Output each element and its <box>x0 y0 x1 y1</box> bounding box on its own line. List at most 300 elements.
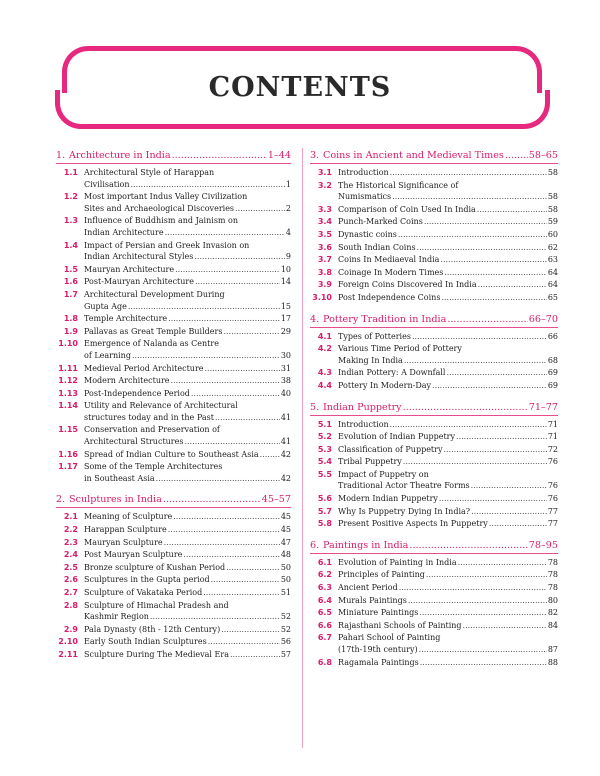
entry-last-line <box>84 388 291 400</box>
entry-body <box>84 338 291 361</box>
entry-number: 6.2 <box>317 570 332 580</box>
toc-entry[interactable] <box>56 388 291 400</box>
entry-last-line <box>338 456 558 468</box>
entry-page: 56 <box>280 637 291 647</box>
entry-number: 1.15 <box>58 425 78 435</box>
toc-entry[interactable] <box>310 380 558 392</box>
toc-entry[interactable] <box>56 264 291 276</box>
entry-last-line <box>84 326 291 338</box>
dot-leader <box>132 350 280 362</box>
entry-page: 40 <box>280 388 291 398</box>
toc-entry[interactable] <box>310 204 558 216</box>
entry-body <box>338 167 558 179</box>
dot-leader <box>156 473 280 485</box>
entry-title-line: Influence of Buddhism and Jainism on <box>84 216 239 226</box>
entry-last-line <box>338 506 558 518</box>
entry-page: 71 <box>547 432 558 442</box>
entry-number: 1.16 <box>58 449 78 459</box>
toc-entry[interactable] <box>310 469 558 492</box>
entry-page: 64 <box>547 267 558 277</box>
entry-title-line: Ragamala Paintings <box>338 657 419 667</box>
dot-leader <box>505 150 528 161</box>
dot-leader <box>426 569 547 581</box>
entry-body <box>84 363 291 375</box>
toc-entry[interactable] <box>310 167 558 179</box>
dot-leader <box>408 595 547 607</box>
dot-leader <box>456 431 547 443</box>
section-heading[interactable] <box>310 150 558 164</box>
section-pages: 66–70 <box>528 313 558 325</box>
entry-page: 50 <box>280 562 291 572</box>
toc-entry[interactable] <box>56 326 291 338</box>
entry-page: 58 <box>547 204 558 214</box>
entry-title-line: Modern Architecture <box>84 376 170 386</box>
entry-page: 41 <box>280 437 291 447</box>
entry-page: 76 <box>547 481 558 491</box>
entry-title-line: Post-Mauryan Architecture <box>84 277 194 287</box>
toc-entry[interactable] <box>310 620 558 632</box>
entry-number: 3.7 <box>317 255 332 265</box>
section-heading[interactable] <box>56 150 291 164</box>
entry-body <box>84 587 291 599</box>
entry-page: 10 <box>280 264 291 274</box>
entry-title-line: Meaning of Sculpture <box>84 512 173 522</box>
entry-number: 1.4 <box>63 240 78 250</box>
entry-title-line: Some of the Temple Architectures <box>84 462 223 472</box>
entry-title-line: Types of Potteries <box>338 331 411 341</box>
entry-number: 2.6 <box>63 575 78 585</box>
entry-body <box>338 595 558 607</box>
entry-page: 58 <box>547 192 558 202</box>
entry-number: 2.3 <box>63 537 78 547</box>
toc-entry[interactable] <box>56 338 291 361</box>
dot-leader <box>194 251 285 263</box>
entry-title-line: Introduction <box>338 419 389 429</box>
entry-title-line: Rajasthani Schools of Painting <box>338 620 462 630</box>
entry-number: 5.8 <box>317 519 332 529</box>
entry-number: 1.17 <box>58 462 78 472</box>
entry-body <box>338 582 558 594</box>
dot-leader <box>191 388 280 400</box>
entry-page: 72 <box>547 444 558 454</box>
entry-title-line: Present Positive Aspects In Puppetry <box>338 519 488 529</box>
entry-title-line: Mauryan Sculpture <box>84 537 163 547</box>
entry-body <box>338 254 558 266</box>
entry-body <box>338 518 558 530</box>
toc-entry[interactable] <box>310 456 558 468</box>
entry-number: 6.8 <box>317 657 332 667</box>
entry-last-line <box>84 436 291 448</box>
entry-page: 63 <box>547 255 558 265</box>
entry-title-line: Evolution of Indian Puppetry <box>338 432 456 442</box>
entry-last-line <box>338 331 558 343</box>
entry-title-line: Early South Indian Sculptures <box>84 637 207 647</box>
section-title: Indian Puppetry <box>323 401 402 413</box>
entry-last-line <box>338 480 558 492</box>
entry-title-line: Indian Pottery: A Downfall <box>338 368 446 378</box>
toc-right-column <box>310 150 558 678</box>
dot-leader <box>458 557 547 569</box>
entry-page: 78 <box>547 570 558 580</box>
toc-entry[interactable] <box>310 254 558 266</box>
toc-section <box>56 150 291 484</box>
dot-leader <box>226 562 280 574</box>
entry-body <box>338 506 558 518</box>
toc-entry[interactable] <box>310 229 558 241</box>
section-heading[interactable] <box>310 314 558 328</box>
toc-entry[interactable] <box>56 191 291 214</box>
entry-last-line <box>338 557 558 569</box>
entry-title-line: Murals Paintings <box>338 595 407 605</box>
entry-body <box>84 624 291 636</box>
section-entries <box>56 511 291 660</box>
entry-title-line: Harappan Sculpture <box>84 525 167 535</box>
entry-page: 62 <box>547 242 558 252</box>
entry-number: 2.9 <box>63 624 78 634</box>
dot-leader <box>392 191 547 203</box>
entry-body <box>84 276 291 288</box>
toc-entry[interactable] <box>310 267 558 279</box>
entry-title-line: Post-Independence Period <box>84 388 190 398</box>
entry-body <box>338 242 558 254</box>
entry-number: 1.14 <box>58 401 78 411</box>
entry-number: 3.4 <box>317 217 332 227</box>
entry-last-line <box>338 242 558 254</box>
dot-leader <box>412 331 547 343</box>
entry-number: 5.2 <box>317 432 332 442</box>
entry-page: 76 <box>547 457 558 467</box>
entry-body <box>84 574 291 586</box>
toc-entry[interactable] <box>56 537 291 549</box>
entry-body <box>338 419 558 431</box>
entry-title-line: Post Mauryan Sculpture <box>84 550 183 560</box>
toc-entry[interactable] <box>56 649 291 661</box>
entry-page: 45 <box>280 512 291 522</box>
entry-last-line <box>338 167 558 179</box>
toc-entry[interactable] <box>310 242 558 254</box>
dot-leader <box>432 380 547 392</box>
entry-number: 2.11 <box>58 649 78 659</box>
entry-page: 87 <box>547 645 558 654</box>
section-entries <box>310 331 558 392</box>
dot-leader <box>403 456 547 468</box>
toc-entry[interactable] <box>310 431 558 443</box>
entry-body <box>338 607 558 619</box>
toc-entry[interactable] <box>56 289 291 312</box>
section-number: 3. <box>310 150 320 161</box>
toc-entry[interactable] <box>310 607 558 619</box>
entry-last-line <box>84 574 291 586</box>
dot-leader <box>128 301 280 313</box>
entry-body <box>84 313 291 325</box>
entry-title-line: Coinage In Modern Times <box>338 267 444 277</box>
entry-last-line <box>338 204 558 216</box>
entry-number: 4.2 <box>317 344 332 354</box>
entry-title-line: Tribal Puppetry <box>338 457 402 467</box>
toc-entry[interactable] <box>56 449 291 461</box>
entry-number: 6.1 <box>317 557 332 567</box>
toc-entry[interactable] <box>56 636 291 648</box>
entry-page: 31 <box>280 363 291 373</box>
entry-number: 3.1 <box>317 168 332 177</box>
dot-leader <box>403 402 528 413</box>
entry-title-line: Pala Dynasty (8th - 12th Century) <box>84 624 221 634</box>
entry-page: 4 <box>285 227 291 237</box>
entry-body <box>338 331 558 343</box>
toc-entry[interactable] <box>310 343 558 366</box>
entry-body <box>338 216 558 228</box>
section-title: Coins in Ancient and Medieval Times <box>323 150 504 161</box>
entry-page: 48 <box>280 550 291 560</box>
entry-body <box>338 444 558 456</box>
entry-number: 1.7 <box>63 289 78 299</box>
entry-number: 3.6 <box>317 242 332 252</box>
entry-body <box>84 289 291 312</box>
entry-title-line: Bronze sculpture of Kushan Period <box>84 562 226 572</box>
entry-last-line <box>338 419 558 431</box>
toc-entry[interactable] <box>310 279 558 291</box>
dot-leader <box>409 540 527 551</box>
toc-entry[interactable] <box>56 400 291 423</box>
toc-entry[interactable] <box>56 375 291 387</box>
section-number: 5. <box>310 401 320 413</box>
toc-entry[interactable] <box>56 363 291 375</box>
entry-body <box>84 400 291 423</box>
entry-body <box>338 267 558 279</box>
entry-title-line: Miniature Paintings <box>338 608 419 618</box>
entry-last-line <box>338 431 558 443</box>
entry-title-line: Dynastic coins <box>338 229 397 239</box>
toc-entry[interactable] <box>310 569 558 581</box>
entry-body <box>338 431 558 443</box>
entry-page: 84 <box>547 620 558 630</box>
toc-entry[interactable] <box>56 276 291 288</box>
toc-entry[interactable] <box>56 524 291 536</box>
entry-page: 38 <box>280 376 291 386</box>
entry-last-line <box>84 473 291 485</box>
entry-number: 5.4 <box>317 457 332 467</box>
entry-page: 52 <box>280 612 291 622</box>
toc-entry[interactable] <box>310 557 558 569</box>
entry-body <box>84 388 291 400</box>
entry-number: 1.12 <box>58 376 78 386</box>
toc-entry[interactable] <box>56 587 291 599</box>
entry-page: 64 <box>547 280 558 290</box>
entry-body <box>338 343 558 366</box>
toc-entry[interactable] <box>56 624 291 636</box>
entry-title-line: Indian Architecture <box>84 227 164 237</box>
entry-body <box>84 600 291 623</box>
toc-section <box>310 402 558 530</box>
dot-leader <box>215 412 280 424</box>
entry-page: 71 <box>547 419 558 429</box>
entry-title-line: Temple Architecture <box>84 314 168 324</box>
entry-title-line: of Learning <box>84 350 131 360</box>
dot-leader <box>447 314 527 325</box>
entry-title-line: structures today and in the Past <box>84 412 214 422</box>
toc-entry[interactable] <box>310 180 558 203</box>
toc-entry[interactable] <box>310 518 558 530</box>
entry-last-line <box>84 537 291 549</box>
dot-leader <box>260 449 280 461</box>
entry-body <box>338 380 558 392</box>
toc-entry[interactable] <box>56 215 291 238</box>
dot-leader <box>417 242 547 254</box>
toc-entry[interactable] <box>310 216 558 228</box>
entry-number: 3.3 <box>317 204 332 214</box>
dot-leader <box>419 644 547 656</box>
section-heading[interactable] <box>310 540 558 554</box>
entry-page: 60 <box>547 229 558 239</box>
section-title: Pottery Tradition in India <box>323 313 447 325</box>
entry-page: 78 <box>547 583 558 593</box>
section-pages: 45–57 <box>261 494 291 506</box>
dot-leader <box>183 549 279 561</box>
toc-entry[interactable] <box>310 367 558 379</box>
toc-entry[interactable] <box>56 240 291 263</box>
section-pages: 78–95 <box>528 539 558 551</box>
toc-entry[interactable] <box>56 313 291 325</box>
entry-last-line <box>84 363 291 375</box>
dot-leader <box>446 367 546 379</box>
toc-entry[interactable] <box>56 167 291 190</box>
section-pages: 58–65 <box>528 150 558 161</box>
entry-number: 1.9 <box>63 326 78 336</box>
entry-page: 77 <box>547 519 558 529</box>
toc-entry[interactable] <box>310 419 558 431</box>
entry-last-line <box>338 367 558 379</box>
entry-body <box>84 524 291 536</box>
entry-title-line: Utility and Relevance of Architectural <box>84 401 238 411</box>
toc-section <box>310 314 558 392</box>
toc-entry[interactable] <box>310 595 558 607</box>
entry-body <box>338 632 558 655</box>
entry-last-line <box>84 524 291 536</box>
toc-entry[interactable] <box>310 632 558 655</box>
entry-body <box>84 537 291 549</box>
toc-entry[interactable] <box>56 562 291 574</box>
dot-leader <box>171 375 280 387</box>
entry-number: 4.4 <box>317 380 332 390</box>
entry-number: 4.3 <box>317 368 332 378</box>
column-divider <box>302 148 303 748</box>
entry-last-line <box>84 350 291 362</box>
entry-number: 2.8 <box>63 600 78 610</box>
entry-body <box>84 264 291 276</box>
entry-page: 68 <box>547 355 558 365</box>
entry-title-line: Traditional Actor Theatre Forms <box>338 481 470 491</box>
entry-last-line <box>338 444 558 456</box>
entry-body <box>338 557 558 569</box>
entry-title-line: (17th-19th century) <box>338 645 418 654</box>
entry-page: 78 <box>547 557 558 567</box>
toc-entry[interactable] <box>56 549 291 561</box>
toc-entry[interactable] <box>310 493 558 505</box>
entry-last-line <box>338 292 558 304</box>
dot-leader <box>175 264 280 276</box>
entry-page: 80 <box>547 595 558 605</box>
toc-entry[interactable] <box>310 331 558 343</box>
entry-body <box>84 326 291 338</box>
entry-page: 65 <box>547 292 558 302</box>
entry-last-line <box>84 649 291 661</box>
dot-leader <box>419 607 546 619</box>
entry-page: 58 <box>547 168 558 177</box>
entry-body <box>338 569 558 581</box>
toc-entry[interactable] <box>56 574 291 586</box>
entry-title-line: Sculpture of Himachal Pradesh and <box>84 600 229 610</box>
dot-leader <box>478 279 547 291</box>
entry-body <box>84 511 291 523</box>
entry-last-line <box>84 276 291 288</box>
entry-title-line: Making In India <box>338 355 403 365</box>
section-entries <box>310 419 558 530</box>
dot-leader <box>230 649 280 661</box>
entry-body <box>84 167 291 190</box>
toc-entry[interactable] <box>310 506 558 518</box>
entry-title-line: Ancient Period <box>338 583 398 593</box>
toc-entry[interactable] <box>310 444 558 456</box>
dot-leader <box>390 167 547 179</box>
entry-last-line <box>84 313 291 325</box>
dot-leader <box>440 254 546 266</box>
toc-entry[interactable] <box>56 461 291 484</box>
entry-title-line: Foreign Coins Discovered In India <box>338 280 477 290</box>
dot-leader <box>221 624 280 636</box>
dot-leader <box>477 204 547 216</box>
entry-body <box>338 180 558 203</box>
entry-page: 42 <box>280 449 291 459</box>
entry-page: 41 <box>280 412 291 422</box>
entry-last-line <box>338 229 558 241</box>
entry-last-line <box>338 355 558 367</box>
entry-last-line <box>338 254 558 266</box>
entry-number: 5.5 <box>317 469 332 479</box>
toc-entry[interactable] <box>56 511 291 523</box>
entry-last-line <box>84 227 291 239</box>
dot-leader <box>131 179 285 191</box>
toc-entry[interactable] <box>56 424 291 447</box>
entry-number: 3.5 <box>317 229 332 239</box>
section-heading[interactable] <box>310 402 558 416</box>
dot-leader <box>398 229 547 241</box>
entry-last-line <box>338 493 558 505</box>
section-heading[interactable] <box>56 494 291 508</box>
entry-title-line: Pottery In Modern-Day <box>338 380 432 390</box>
toc-entry[interactable] <box>310 657 558 669</box>
toc-entry[interactable] <box>56 600 291 623</box>
entry-title-line: Sculptures in the Gupta period <box>84 575 210 585</box>
toc-section <box>310 150 558 304</box>
entry-title-line: Medieval Period Architecture <box>84 363 204 373</box>
entry-last-line <box>338 569 558 581</box>
entry-title-line: Comparison of Coin Used In India <box>338 204 476 214</box>
entry-number: 2.10 <box>58 637 78 647</box>
entry-page: 14 <box>280 277 291 287</box>
section-title: Architecture in India <box>69 150 171 161</box>
entry-page: 76 <box>547 494 558 504</box>
entry-number: 3.9 <box>317 280 332 290</box>
toc-entry[interactable] <box>310 582 558 594</box>
dot-leader <box>150 611 280 623</box>
entry-number: 2.4 <box>63 550 78 560</box>
entry-last-line <box>338 216 558 228</box>
dot-leader <box>390 419 547 431</box>
entry-last-line <box>84 179 291 191</box>
entry-last-line <box>338 607 558 619</box>
entry-title-line: Conservation and Preservation of <box>84 425 220 435</box>
toc-entry[interactable] <box>310 292 558 304</box>
